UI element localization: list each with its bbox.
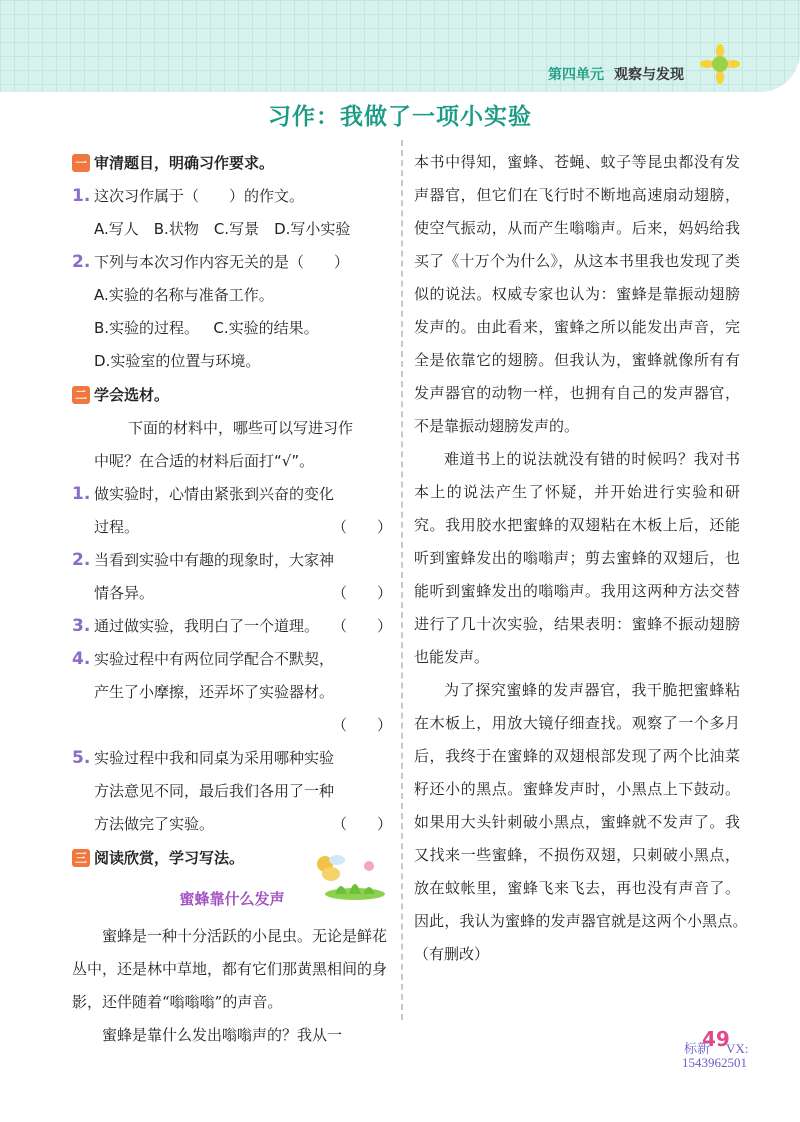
material-item	[72, 643, 392, 742]
question-text: 下列与本次习作内容无关的是（ ）	[94, 253, 350, 271]
section-title: 学会选材。	[94, 385, 170, 404]
column-divider	[401, 140, 403, 1020]
item-text: 产生了小摩擦，还弄坏了实验器材。	[94, 683, 335, 701]
story-paragraph: 难道书上的说法就没有错的时候吗？我对书本上的说法产生了怀疑，并开始进行实验和研究。我用胶水把蜜蜂的双翅粘在木板上后，还能听到蜜蜂发出的嗡嗡声；剪去蜜蜂的双翅后，也能听到蜜蜂发出的嗡嗡声。我用这两种方法交替进行了几十次实验，结果表明：蜜蜂不振动翅膀也能发声。	[414, 450, 740, 666]
item-number: 5.	[72, 748, 91, 768]
section-title: 审清题目，明确习作要求。	[94, 153, 275, 172]
answer-paren[interactable]: （ ）	[331, 815, 392, 833]
unit-number: 第四单元	[548, 67, 604, 83]
option-d: D.实验室的位置与环境。	[94, 352, 261, 370]
story-text: 为了探究蜜蜂的发声器官，我干脆把蜜蜂粘在木板上，用放大镜仔细查找。观察了一个多月后，我终于在蜜蜂的双翅根部发现了两个比油菜籽还小的黑点。蜜蜂发声时，小黑点上下鼓动。如果用大头针刺破小黑点，蜜蜂就不发声了。我又找来一些蜜蜂，不损伤双翅，只刺破小黑点，放在蚊帐里，蜜蜂飞来飞去，再也没有声音了。因此，我认为蜜蜂的发声器官就是这两个小黑点。	[414, 681, 740, 930]
item-text: 通过做实验，我明白了一个道理。	[94, 617, 320, 635]
question	[72, 246, 392, 279]
answer-paren[interactable]: （ ）	[331, 617, 392, 635]
section-title: 阅读欣赏，学习写法。	[94, 848, 245, 867]
bee-illustration-icon	[305, 850, 385, 900]
instruction-line: 下面的材料中，哪些可以写进习作	[128, 419, 354, 437]
story-paragraph: 蜜蜂是靠什么发出嗡嗡声的？我从一	[102, 1026, 343, 1044]
story-paragraph: 本书中得知，蜜蜂、苍蝇、蚊子等昆虫都没有发声器官，但它们在飞行时不断地高速扇动翅膀，使空气振动，从而产生嗡嗡声。后来，妈妈给我买了《十万个为什么》，从这本书里我也发现了类似的说法。权威专家也认为：蜜蜂是靠振动翅膀发声的。由此看来，蜜蜂之所以能发出声音，完全是依靠它的翅膀。但我认为，蜜蜂就像所有有发声器官的动物一样，也拥有自己的发声器官，不是靠振动翅膀发声的。	[414, 153, 740, 435]
item-number: 1.	[72, 484, 91, 504]
item-number: 3.	[72, 616, 91, 636]
option-c: C.实验的结果。	[213, 319, 319, 337]
question-text: 这次习作属于（ ）的作文。	[94, 187, 305, 205]
story-title: 蜜蜂靠什么发声	[179, 890, 285, 908]
sunflower-icon	[700, 44, 740, 84]
question	[72, 180, 392, 213]
watermark-text: 1543962501	[682, 1055, 747, 1070]
question-options: A.写人 B.状物 C.写景 D.写小实验	[94, 220, 351, 238]
item-text: 当看到实验中有趣的现象时，大家神	[94, 551, 335, 569]
section-badge: 三	[72, 849, 90, 867]
option-a: A.实验的名称与准备工作。	[94, 286, 274, 304]
question-number: 1.	[72, 186, 91, 206]
page-corner	[668, 1027, 788, 1080]
section-badge: 一	[72, 154, 90, 172]
item-text: 实验过程中我和同桌为采用哪种实验	[94, 749, 335, 767]
answer-paren[interactable]: （ ）	[331, 518, 392, 536]
page-title: 习作：我做了一项小实验	[268, 104, 532, 130]
unit-title: 观察与发现	[614, 67, 684, 83]
item-number: 4.	[72, 649, 91, 669]
answer-paren[interactable]: （ ）	[331, 584, 392, 602]
item-text: 过程。	[94, 518, 140, 536]
option-b: B.实验的过程。	[94, 319, 200, 337]
section-badge: 二	[72, 386, 90, 404]
story-paragraph: 蜜蜂是一种十分活跃的小昆虫。无论是鲜花丛中，还是林中草地，都有它们那黄黑相间的身影，还伴随着“嗡嗡嗡”的声音。	[72, 927, 388, 1011]
page-number: 49	[702, 1027, 730, 1051]
answer-paren[interactable]: （ ）	[331, 716, 392, 734]
section-heading	[72, 146, 392, 180]
item-text: 情各异。	[94, 584, 155, 602]
right-column	[414, 146, 740, 971]
item-text: 方法做完了实验。	[94, 815, 215, 833]
instruction-line: 中呢？在合适的材料后面打“√”。	[94, 452, 315, 470]
section-heading	[72, 378, 392, 412]
material-item	[72, 478, 392, 544]
material-item	[72, 742, 392, 841]
story-paragraph	[414, 674, 740, 971]
edit-note: （有删改）	[414, 945, 490, 963]
item-text: 方法意见不同，最后我们各用了一种	[94, 782, 335, 800]
material-item	[72, 544, 392, 610]
item-text: 实验过程中有两位同学配合不默契，	[94, 650, 335, 668]
watermark-text: 标新	[684, 1041, 711, 1056]
watermark-text: VX:	[726, 1041, 749, 1056]
question-number: 2.	[72, 252, 91, 272]
left-column	[72, 146, 392, 1052]
material-item	[72, 610, 392, 643]
item-number: 2.	[72, 550, 91, 570]
unit-label	[548, 62, 684, 86]
item-text: 做实验时，心情由紧张到兴奋的变化	[94, 485, 335, 503]
option-bc	[72, 312, 392, 345]
